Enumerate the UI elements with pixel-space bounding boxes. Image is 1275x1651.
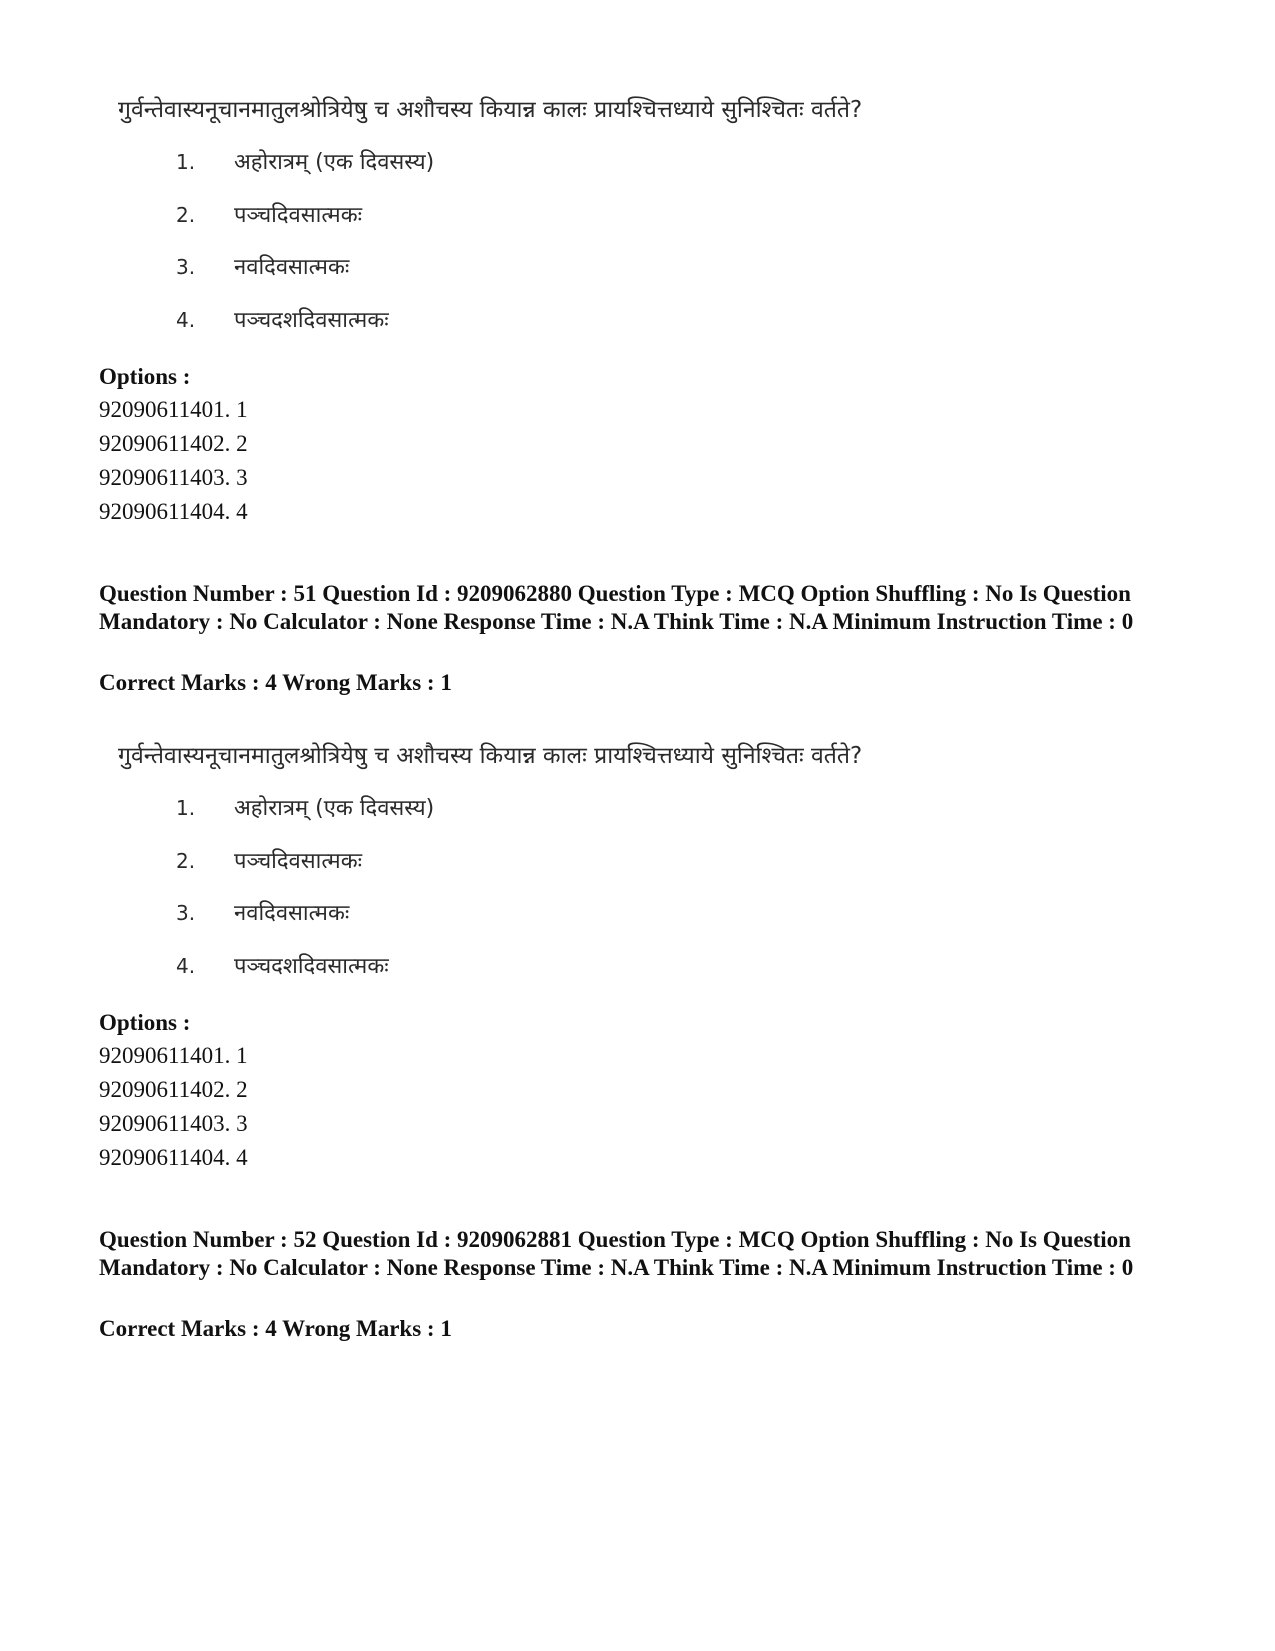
option-id: 92090611401. 1 [99,1043,248,1068]
question-meta: Question Number : 52 Question Id : 9209062881 Question Type : MCQ Option Shuffling : No Is Question Mandatory : No Calculator : None Response Time : N.A Think Time : N.A Minimum Instruction Time : 0 [99,1227,1134,1280]
marks-line: Correct Marks : 4 Wrong Marks : 1 [99,670,452,695]
option-id: 92090611404. 4 [99,499,248,524]
choice-4: 4. पञ्चदशदिवसात्मकः [176,954,389,979]
options-heading: Options : [99,364,191,389]
choice-4: 4. पञ्चदशदिवसात्मकः [176,308,389,333]
option-id: 92090611401. 1 [99,397,248,422]
choice-2: 2. पञ्चदिवसात्मकः [176,203,363,228]
question-text: गुर्वन्तेवास्यनूचानमातुलश्रोत्रियेषु च अशौचस्य कियान्न कालः प्रायश्चित्तध्याये सुनिश्चितः वर्तते? [118,97,863,123]
option-id: 92090611402. 2 [99,431,248,456]
option-id: 92090611402. 2 [99,1077,248,1102]
option-id: 92090611403. 3 [99,465,248,490]
choice-1: 1. अहोरात्रम् (एक दिवसस्य) [176,796,435,821]
choice-3: 3. नवदिवसात्मकः [176,901,350,926]
question-meta: Question Number : 51 Question Id : 9209062880 Question Type : MCQ Option Shuffling : No Is Question Mandatory : No Calculator : None Response Time : N.A Think Time : N.A Minimum Instruction Time : 0 [99,581,1134,634]
options-heading: Options : [99,1010,191,1035]
choice-3: 3. नवदिवसात्मकः [176,255,350,280]
choice-2: 2. पञ्चदिवसात्मकः [176,849,363,874]
question-text: गुर्वन्तेवास्यनूचानमातुलश्रोत्रियेषु च अशौचस्य कियान्न कालः प्रायश्चित्तध्याये सुनिश्चितः वर्तते? [118,743,863,769]
option-id: 92090611404. 4 [99,1145,248,1170]
marks-line: Correct Marks : 4 Wrong Marks : 1 [99,1316,452,1341]
option-id: 92090611403. 3 [99,1111,248,1136]
choice-1: 1. अहोरात्रम् (एक दिवसस्य) [176,150,435,175]
